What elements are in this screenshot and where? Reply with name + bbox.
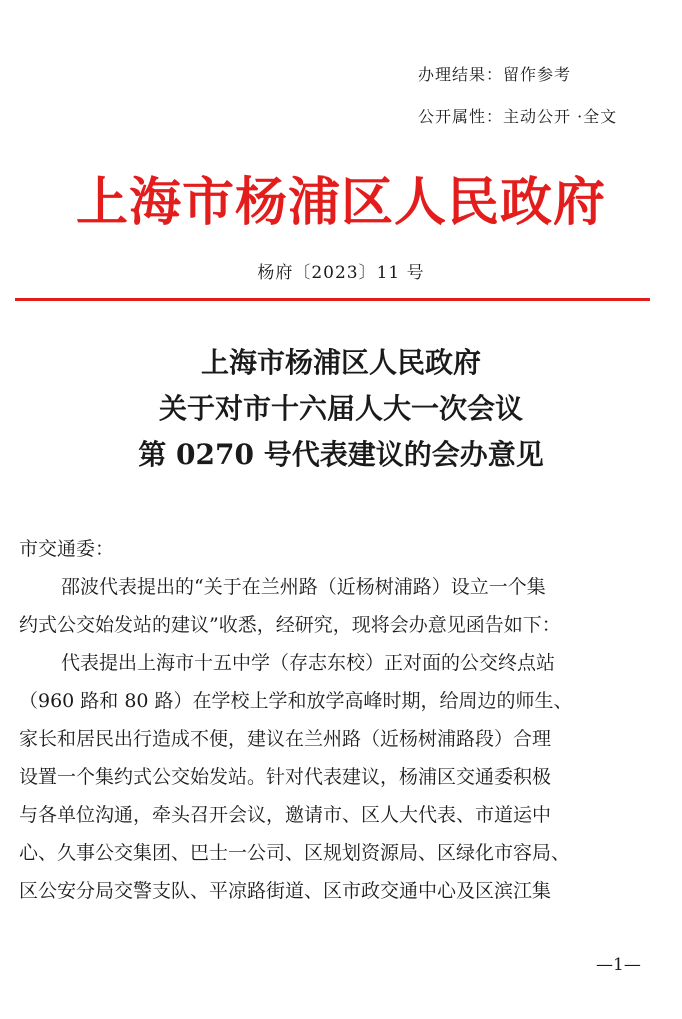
page-number: —1— [596,955,641,975]
paragraph-1-line-1: 邵波代表提出的“关于在兰州路（近杨树浦路）设立一个集 [61,576,546,598]
paragraph-2-line-5: 与各单位沟通，牵头召开会议，邀请市、区人大代表、市道运中 [19,804,552,826]
addressee [19,530,654,568]
document-title-line-2: 关于对市十六届人大一次会议 [158,392,523,425]
paragraph-1-line-2: 约式公交始发站的建议”收悉，经研究，现将会办意见函告如下： [19,614,561,636]
issuing-organization-title: 上海市杨浦区人民政府 [75,173,606,233]
paragraph-2-line-6: 心、久事公交集团、巴士一公司、区规划资源局、区绿化市容局、 [19,842,571,864]
paragraph-2-line-3: 家长和居民出行造成不便，建议在兰州路（近杨树浦路段）合理 [19,728,552,750]
paragraph-2-line-1: 代表提出上海市十五中学（存志东校）正对面的公交终点站 [61,652,556,674]
red-separator-rule [15,298,650,301]
paragraph-2-line-4: 设置一个集约式公交始发站。针对代表建议，杨浦区交通委积极 [19,766,552,788]
document-number: 杨府〔2023〕11 号 [257,263,425,283]
addressee-line: 市交通委： [19,538,115,560]
document-title [0,340,682,478]
document-title-line-3: 第 0270 号代表建议的会办意见 [138,438,544,471]
paragraph-2-line-2: （960 路和 80 路）在学校上学和放学高峰时期，给周边的师生、 [19,690,573,712]
document-body [19,530,654,910]
paragraph-1 [19,568,654,644]
document-title-line-1: 上海市杨浦区人民政府 [200,346,481,379]
paragraph-2 [19,644,654,910]
paragraph-2-line-7: 区公安分局交警支队、平凉路街道、区市政交通中心及区滨江集 [19,880,552,902]
meta-public-attribute: 公开属性：主动公开 ·全文 [418,107,618,126]
meta-result: 办理结果：留作参考 [418,65,572,84]
